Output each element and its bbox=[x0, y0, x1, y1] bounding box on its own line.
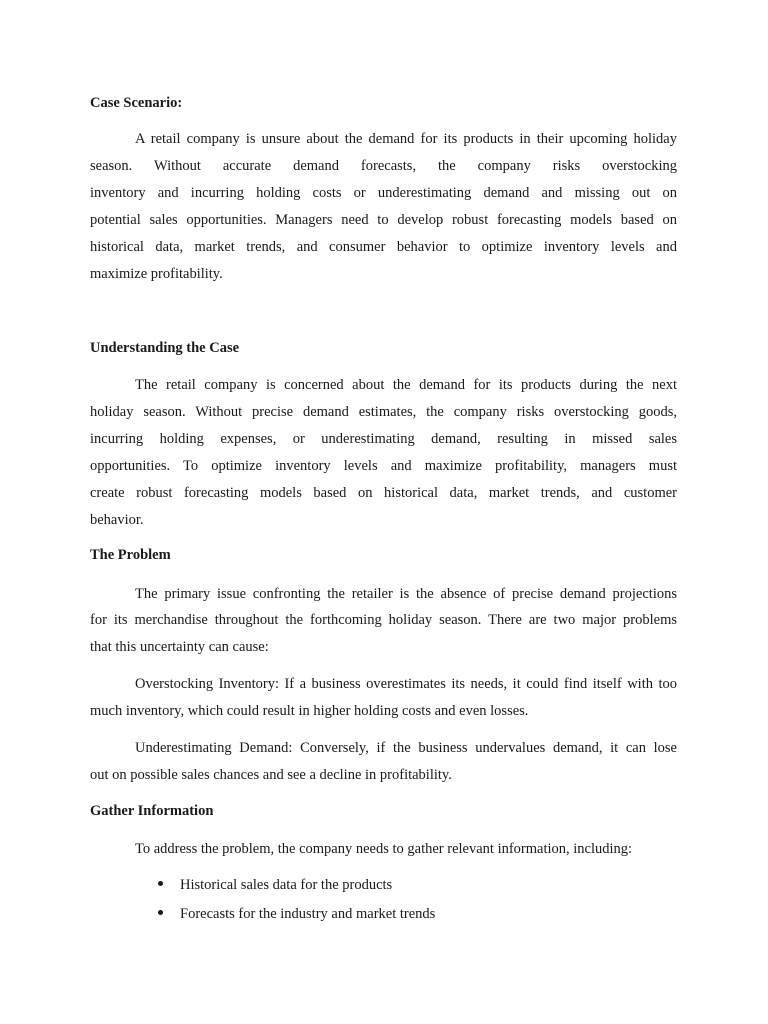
paragraph-line: much inventory, which could result in higher holding costs and even losses. bbox=[90, 703, 529, 719]
paragraph-line: historical data, market trends, and consumer behavior to optimize inventory levels and bbox=[90, 239, 677, 255]
paragraph-line: behavior. bbox=[90, 512, 144, 528]
paragraph-line: Overstocking Inventory: If a business overestimates its needs, it could find itself with too bbox=[135, 676, 677, 692]
paragraph-line: season. Without accurate demand forecasts, the company risks overstocking bbox=[90, 158, 677, 174]
paragraph-line: that this uncertainty can cause: bbox=[90, 639, 269, 655]
paragraph-line: Underestimating Demand: Conversely, if the business undervalues demand, it can lose bbox=[135, 740, 677, 756]
paragraph-line: The primary issue confronting the retailer is the absence of precise demand projections bbox=[135, 586, 677, 602]
paragraph-line: holiday season. Without precise demand estimates, the company risks overstocking goods, bbox=[90, 404, 677, 420]
list-item bbox=[158, 906, 435, 923]
paragraph-line: inventory and incurring holding costs or underestimating demand and missing out on bbox=[90, 185, 677, 201]
paragraph-line: A retail company is unsure about the demand for its products in their upcoming holiday bbox=[135, 131, 677, 147]
paragraph-line: incurring holding expenses, or underestimating demand, resulting in missed sales bbox=[90, 431, 677, 447]
list-item bbox=[158, 877, 392, 894]
paragraph-line: out on possible sales chances and see a decline in profitability. bbox=[90, 767, 452, 783]
heading-understanding-the-case: Understanding the Case bbox=[90, 340, 240, 356]
list-item-text: Historical sales data for the products bbox=[180, 877, 393, 893]
paragraph-line: potential sales opportunities. Managers need to develop robust forecasting models based on bbox=[90, 212, 677, 228]
paragraph-line: The retail company is concerned about the demand for its products during the next bbox=[135, 377, 677, 393]
paragraph-line: opportunities. To optimize inventory levels and maximize profitability, managers must bbox=[90, 458, 677, 474]
paragraph-line: maximize profitability. bbox=[90, 266, 223, 282]
heading-gather-information: Gather Information bbox=[90, 803, 214, 819]
heading-case-scenario: Case Scenario: bbox=[90, 95, 183, 111]
bullet-icon bbox=[158, 910, 163, 915]
paragraph-line: for its merchandise throughout the forthcoming holiday season. There are two major problems bbox=[90, 612, 677, 628]
heading-the-problem: The Problem bbox=[90, 547, 171, 563]
list-item-text: Forecasts for the industry and market trends bbox=[180, 906, 436, 922]
paragraph-line: create robust forecasting models based on historical data, market trends, and customer bbox=[90, 485, 677, 501]
paragraph-line: To address the problem, the company needs to gather relevant information, including: bbox=[135, 841, 633, 857]
bullet-icon bbox=[158, 881, 163, 886]
